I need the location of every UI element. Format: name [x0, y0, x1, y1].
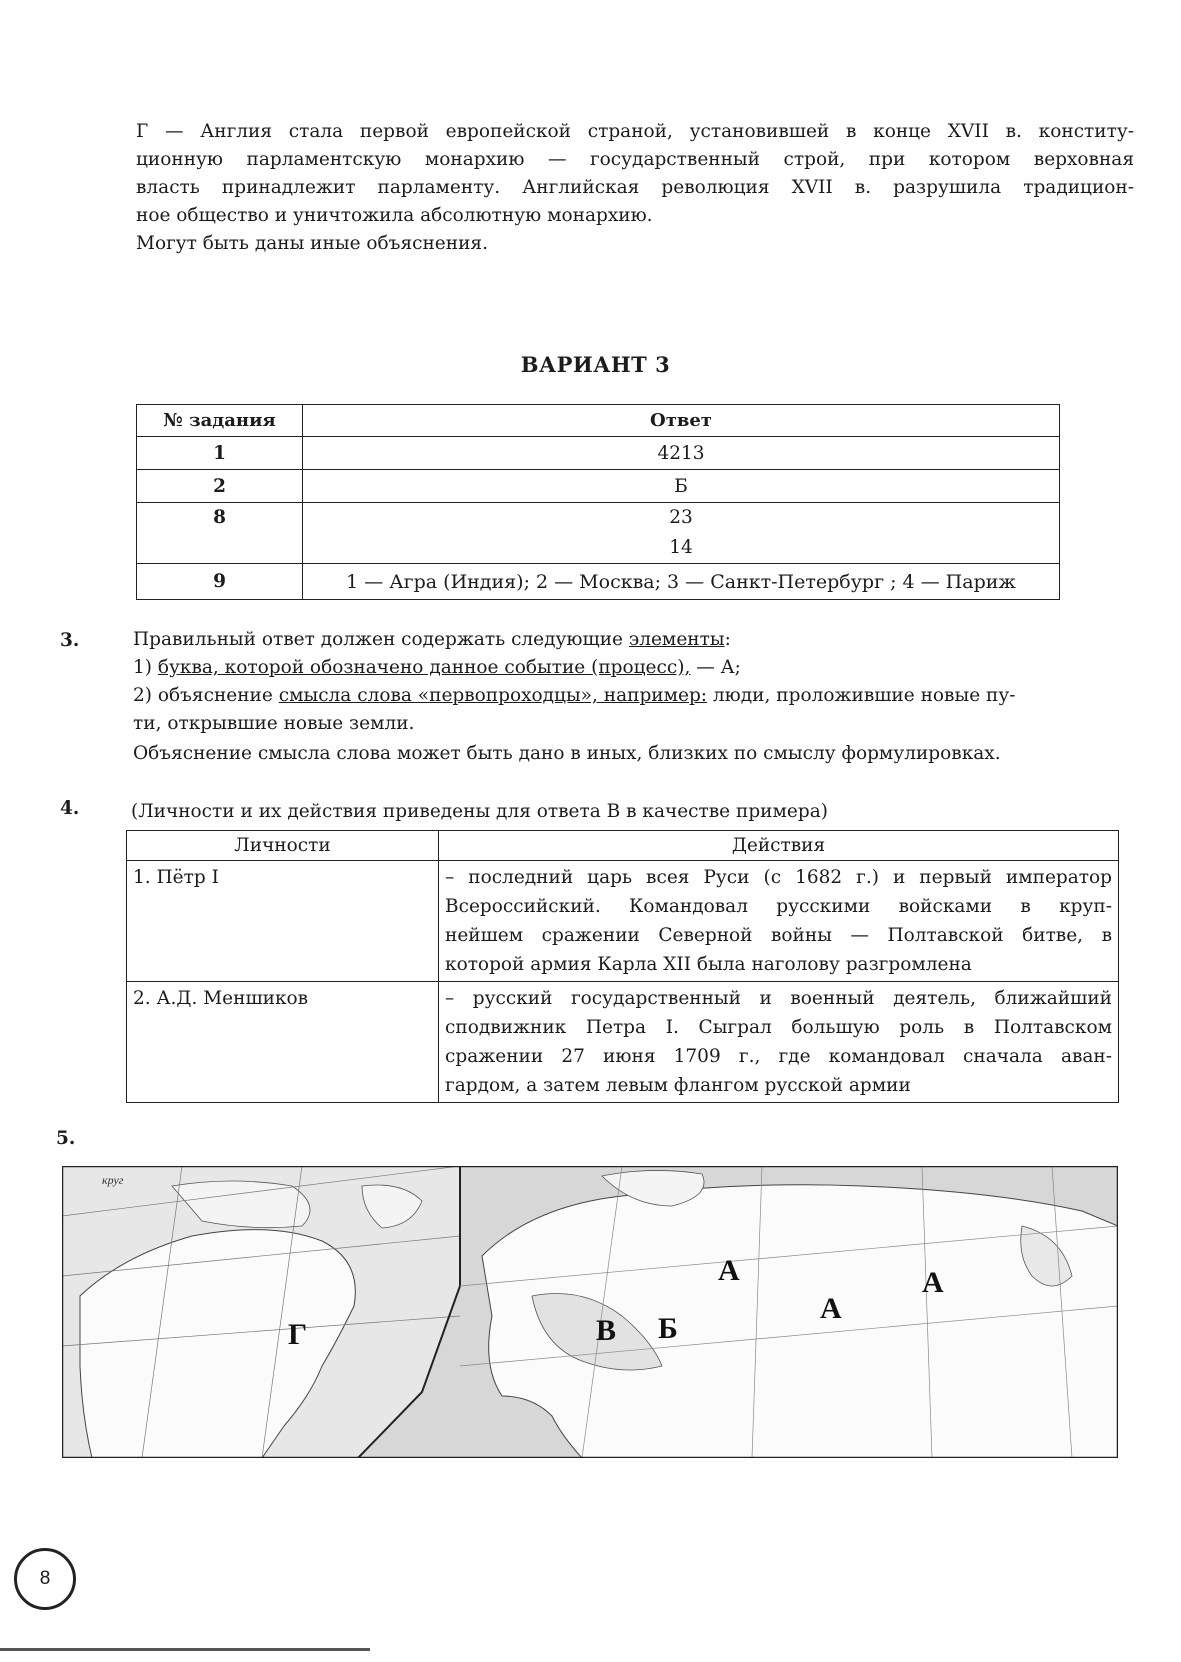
- persons-table: [126, 830, 1119, 1103]
- intro-line: ционную парламентскую монархию — государственный строй, при котором верховная: [136, 149, 1134, 170]
- person-actions: – последний царь всея Руси (с 1682 г.) и первый император Всероссийский. Командовал русскими войсками в круп- нейшем сражении Северной войны — Полтавской битве, в которой армия Карла XII была наголову разгромлена: [439, 861, 1119, 982]
- task-number: 1: [137, 437, 303, 470]
- q3-line: Правильный ответ должен содержать следующие элементы:: [133, 629, 731, 650]
- q3-line: 2) объяснение смысла слова «первопроходцы», например: люди, проложившие новые пу-: [133, 685, 1016, 706]
- arctic-circle-label: круг: [102, 1173, 124, 1187]
- person-actions: – русский государственный и военный деятель, ближайший сподвижник Петра I. Сыграл большую роль в Полтавском сражении 27 июня 1709 г., где командовал сначала аван- гардом, а затем левым флангом русской армии: [439, 982, 1119, 1103]
- table-row: [127, 982, 1119, 1103]
- q5-number: 5.: [56, 1128, 76, 1149]
- intro-last-line: Могут быть даны иные объяснения.: [136, 233, 488, 254]
- map-label-v: В: [596, 1314, 617, 1347]
- intro-line: власть принадлежит парламенту. Английская революция XVII в. разрушила традицион-: [136, 177, 1134, 198]
- intro-line: Г — Англия стала первой европейской страной, установившей в конце XVII в. конститу-: [136, 121, 1134, 142]
- table-row: [137, 437, 1060, 470]
- q3-line: Объяснение смысла слова может быть дано в иных, близких по смыслу формулировках.: [133, 743, 1001, 764]
- table-row: [127, 861, 1119, 982]
- map-label-a2: А: [820, 1292, 842, 1325]
- table-row: [137, 503, 1060, 564]
- q3-line: ти, открывшие новые земли.: [133, 713, 415, 734]
- map-label-b: Б: [658, 1312, 678, 1345]
- q3-text: [133, 626, 1123, 768]
- intro-paragraph: [136, 118, 1134, 258]
- answer-value: 23: [669, 507, 693, 528]
- world-map: [62, 1166, 1118, 1458]
- col-header-answer: Ответ: [303, 405, 1060, 437]
- person-name: 2. А.Д. Меншиков: [127, 982, 439, 1103]
- intro-line: ное общество и уничтожила абсолютную монархию.: [136, 205, 653, 226]
- col-header-actions: Действия: [439, 831, 1119, 861]
- table-row: [137, 564, 1060, 600]
- q4-note: (Личности и их действия приведены для ответа В в качестве примера): [131, 801, 828, 822]
- task-number: 9: [137, 564, 303, 600]
- answer-cell: [303, 503, 1060, 564]
- q3-line: 1) буква, которой обозначено данное событие (процесс), — А;: [133, 657, 741, 678]
- map-label-a1: А: [718, 1254, 740, 1287]
- answers-header-row: [137, 405, 1060, 437]
- task-number: 2: [137, 470, 303, 503]
- answers-table: [136, 404, 1060, 600]
- person-name: 1. Пётр I: [127, 861, 439, 982]
- persons-header-row: [127, 831, 1119, 861]
- eurasia-panel: [460, 1166, 1118, 1458]
- map-label-a3: А: [922, 1266, 944, 1299]
- page-number: 8: [39, 1568, 51, 1589]
- variant-title: ВАРИАНТ 3: [520, 352, 671, 377]
- answer-value: Б: [303, 470, 1060, 503]
- page-number-circle: [14, 1548, 76, 1610]
- q4-number: 4.: [60, 798, 80, 819]
- answer-value: 14: [669, 537, 693, 558]
- answer-value: 4213: [303, 437, 1060, 470]
- col-header-persons: Личности: [127, 831, 439, 861]
- map-label-g: Г: [288, 1318, 308, 1351]
- answer-value: 1 — Агра (Индия); 2 — Москва; 3 — Санкт-Петербург ; 4 — Париж: [303, 564, 1060, 600]
- task-number: 8: [137, 503, 303, 564]
- col-header-task: № задания: [137, 405, 303, 437]
- q3-number: 3.: [60, 630, 80, 651]
- north-america-panel: [62, 1166, 460, 1458]
- bottom-rule: [0, 1648, 370, 1651]
- table-row: [137, 470, 1060, 503]
